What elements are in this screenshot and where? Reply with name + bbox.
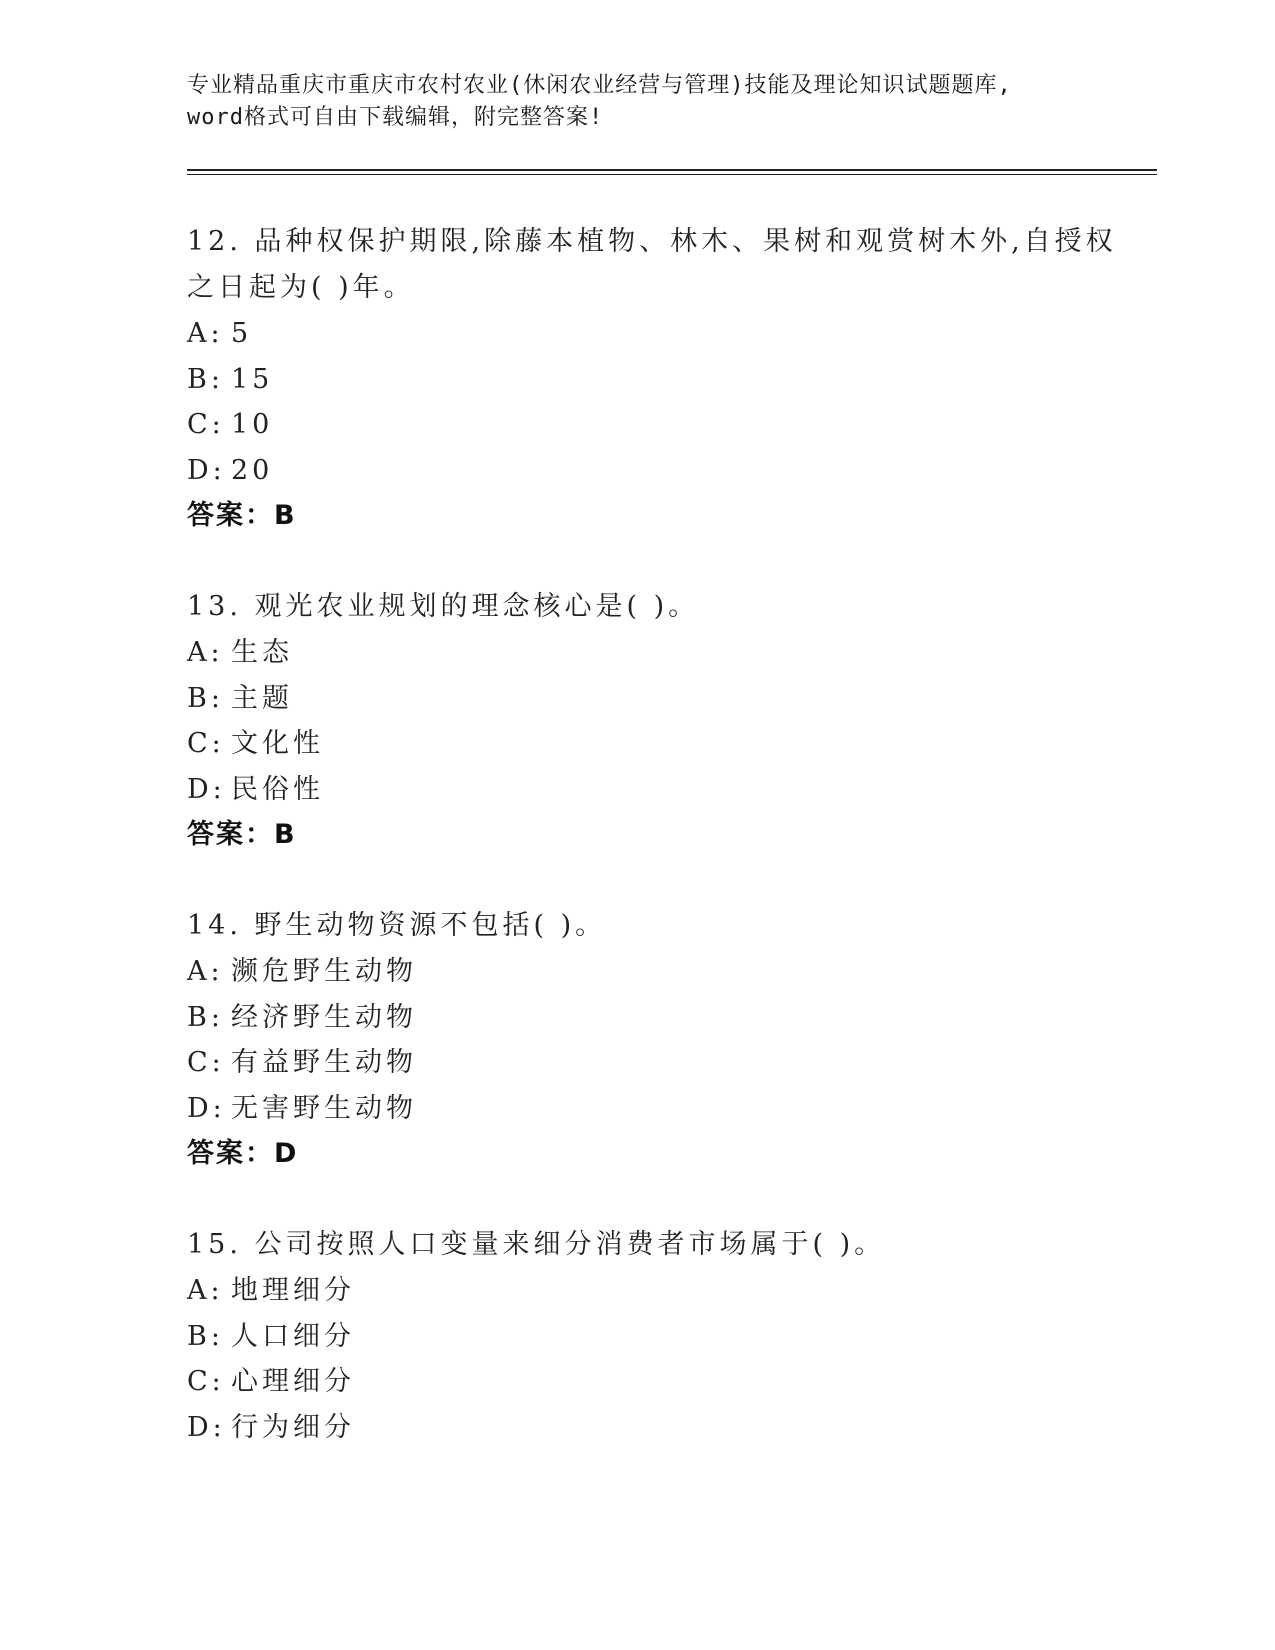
option-text: 15 — [231, 363, 274, 395]
question-14 — [187, 903, 1157, 1177]
option-b — [187, 1314, 1157, 1360]
option-text: 文化性 — [231, 728, 324, 759]
option-text: 人口细分 — [231, 1320, 355, 1352]
option-text: 5 — [231, 318, 253, 349]
option-key: C: — [187, 728, 225, 759]
option-a — [187, 630, 1157, 676]
option-d — [187, 448, 1157, 494]
document-header — [187, 70, 1157, 134]
option-key: B: — [187, 1320, 224, 1352]
question-stem-line-2: 之日起为( )年。 — [187, 272, 415, 303]
question-stem — [187, 1222, 1157, 1268]
option-key: A: — [187, 318, 224, 349]
option-text: 民俗性 — [231, 773, 324, 805]
option-key: D: — [187, 1411, 226, 1443]
option-a — [187, 311, 1157, 357]
question-spacer — [187, 539, 1157, 584]
question-stem-line-1: 14. 野生动物资源不包括( )。 — [187, 910, 607, 941]
option-text: 生态 — [231, 637, 293, 668]
option-text: 10 — [231, 409, 274, 440]
option-key: B: — [187, 682, 224, 714]
document-page — [187, 70, 1157, 1450]
option-key: D: — [187, 773, 226, 805]
option-text: 地理细分 — [231, 1275, 355, 1306]
option-text: 主题 — [231, 682, 293, 714]
question-stem — [187, 903, 1157, 949]
question-15 — [187, 1222, 1157, 1450]
answer-line: 答案：B — [187, 500, 297, 531]
option-key: A: — [187, 1275, 224, 1306]
option-b — [187, 995, 1157, 1041]
option-text: 有益野生动物 — [231, 1047, 417, 1078]
option-text: 行为细分 — [231, 1411, 355, 1443]
option-c — [187, 721, 1157, 767]
question-stem — [187, 219, 1157, 311]
option-c — [187, 1359, 1157, 1405]
option-key: A: — [187, 637, 224, 668]
question-stem-line-1: 12. 品种权保护期限,除藤本植物、林木、果树和观赏树木外,自授权 — [187, 226, 1117, 257]
option-b — [187, 676, 1157, 722]
option-key: B: — [187, 1001, 224, 1033]
option-key: D: — [187, 454, 226, 486]
header-divider — [187, 169, 1157, 171]
header-line-1: 专业精品重庆市重庆市农村农业(休闲农业经营与管理)技能及理论知识试题题库, — [187, 73, 1012, 98]
option-key: B: — [187, 363, 224, 395]
question-stem-line-1: 13. 观光农业规划的理念核心是( )。 — [187, 591, 700, 622]
option-key: C: — [187, 1366, 225, 1397]
answer-line: 答案：D — [187, 1138, 299, 1169]
question-stem — [187, 584, 1157, 630]
option-c — [187, 1040, 1157, 1086]
header-line-2: word格式可自由下载编辑，附完整答案! — [187, 105, 604, 130]
question-spacer — [187, 1177, 1157, 1222]
question-stem-line-1: 15. 公司按照人口变量来细分消费者市场属于( )。 — [187, 1229, 886, 1260]
option-text: 濒危野生动物 — [231, 956, 417, 987]
option-text: 经济野生动物 — [231, 1001, 417, 1033]
option-a — [187, 949, 1157, 995]
option-key: A: — [187, 956, 224, 987]
option-b — [187, 357, 1157, 403]
option-d — [187, 767, 1157, 813]
option-key: C: — [187, 1047, 225, 1078]
option-key: C: — [187, 409, 225, 440]
option-text: 无害野生动物 — [231, 1092, 417, 1124]
option-d — [187, 1086, 1157, 1132]
question-list — [187, 219, 1157, 1450]
option-a — [187, 1268, 1157, 1314]
option-key: D: — [187, 1092, 226, 1124]
option-text: 20 — [231, 454, 274, 486]
answer-line: 答案：B — [187, 819, 297, 850]
option-d — [187, 1405, 1157, 1451]
question-12 — [187, 219, 1157, 539]
option-c — [187, 402, 1157, 448]
option-text: 心理细分 — [231, 1366, 355, 1397]
question-13 — [187, 584, 1157, 858]
question-spacer — [187, 858, 1157, 903]
